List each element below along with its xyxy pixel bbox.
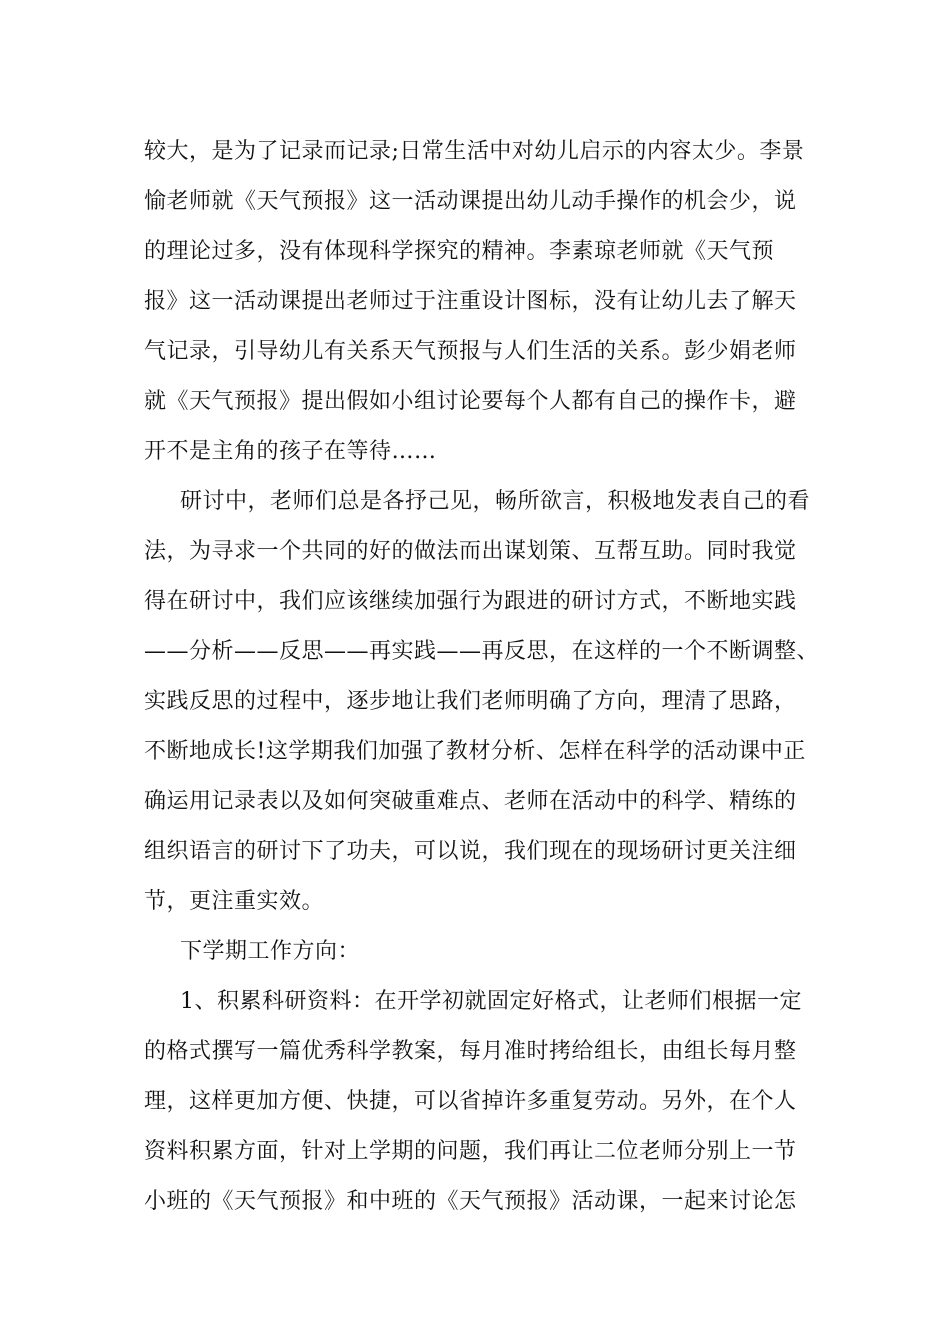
paragraph-start-line: 1、积累科研资料：在开学初就固定好格式，让老师们根据一定 [180, 989, 802, 1014]
text-line: 组织语言的研讨下了功夫，可以说，我们现在的现场研讨更关注细 [144, 839, 797, 864]
text-line: 得在研讨中，我们应该继续加强行为跟进的研讨方式，不断地实践 [144, 589, 797, 614]
text-line: ——分析——反思——再实践——再反思，在这样的一个不断调整、 [144, 639, 820, 664]
text-line: 确运用记录表以及如何突破重难点、老师在活动中的科学、精练的 [144, 789, 797, 814]
text-line: 就《天气预报》提出假如小组讨论要每个人都有自己的操作卡，避 [144, 389, 797, 414]
text-line: 的理论过多，没有体现科学探究的精神。李素琼老师就《天气预 [144, 239, 775, 264]
text-line: 气记录，引导幼儿有关系天气预报与人们生活的关系。彭少娟老师 [144, 339, 797, 364]
text-line: 不断地成长!这学期我们加强了教材分析、怎样在科学的活动课中正 [144, 739, 806, 764]
text-line: 实践反思的过程中，逐步地让我们老师明确了方向，理清了思路， [144, 689, 797, 714]
text-line: 资料积累方面，针对上学期的问题，我们再让二位老师分别上一节 [144, 1139, 797, 1164]
section-heading: 下学期工作方向： [180, 939, 361, 964]
text-line: 的格式撰写一篇优秀科学教案，每月准时拷给组长，由组长每月整 [144, 1039, 797, 1064]
text-line: 报》这一活动课提出老师过于注重设计图标，没有让幼儿去了解天 [144, 289, 797, 314]
text-line: 愉老师就《天气预报》这一活动课提出幼儿动手操作的机会少，说 [144, 189, 797, 214]
text-line: 节，更注重实效。 [144, 889, 325, 914]
text-line: 理，这样更加方便、快捷，可以省掉许多重复劳动。另外，在个人 [144, 1089, 797, 1114]
text-line: 小班的《天气预报》和中班的《天气预报》活动课，一起来讨论怎 [144, 1189, 797, 1214]
text-line: 开不是主角的孩子在等待…… [144, 439, 437, 464]
text-line: 法，为寻求一个共同的好的做法而出谋划策、互帮互助。同时我觉 [144, 539, 797, 564]
text-line: 较大，是为了记录而记录;日常生活中对幼儿启示的内容太少。李景 [144, 139, 805, 164]
paragraph-start-line: 研讨中，老师们总是各抒己见，畅所欲言，积极地发表自己的看 [180, 489, 811, 514]
